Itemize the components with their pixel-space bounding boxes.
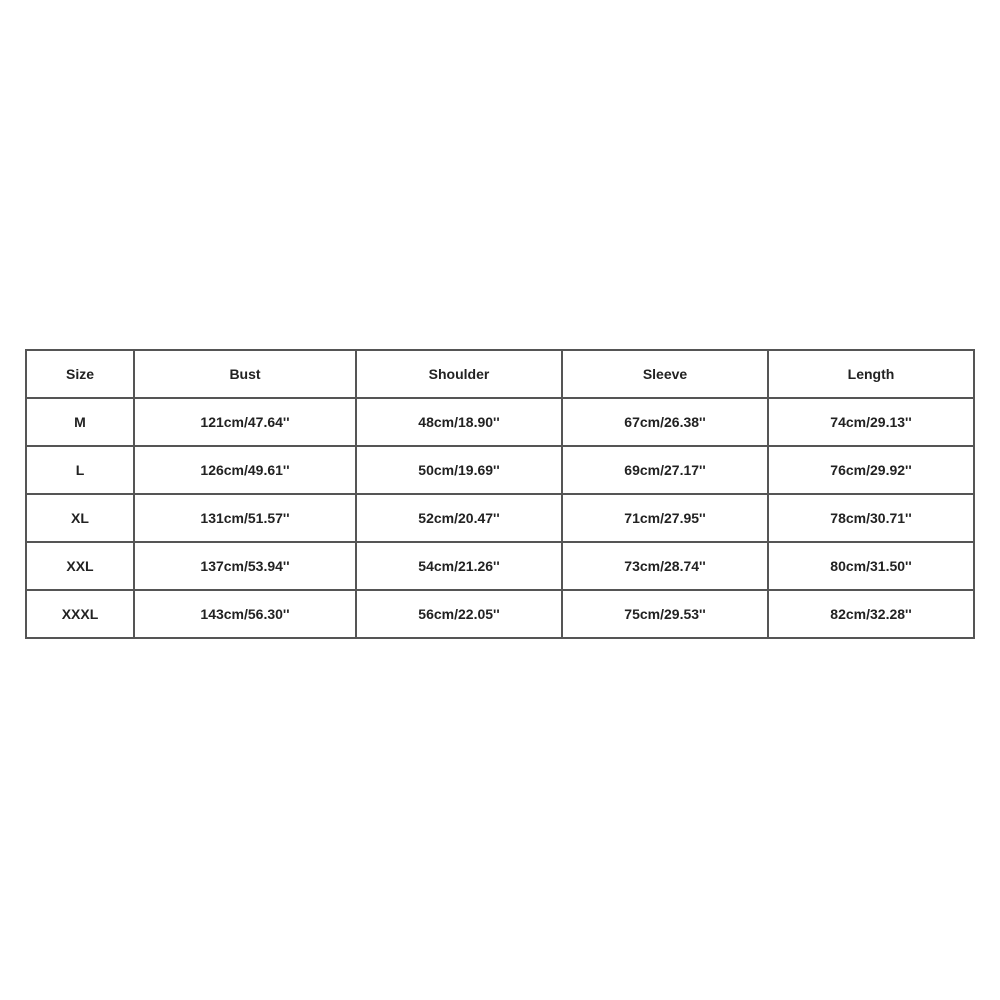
cell-size: M [26,398,134,446]
header-shoulder: Shoulder [356,350,562,398]
cell-bust: 126cm/49.61'' [134,446,356,494]
cell-size: L [26,446,134,494]
table-row [26,542,974,590]
cell-shoulder: 56cm/22.05'' [356,590,562,638]
table-row [26,590,974,638]
table-row [26,494,974,542]
cell-bust: 131cm/51.57'' [134,494,356,542]
cell-sleeve: 75cm/29.53'' [562,590,768,638]
cell-bust: 121cm/47.64'' [134,398,356,446]
cell-length: 78cm/30.71'' [768,494,974,542]
cell-bust: 143cm/56.30'' [134,590,356,638]
header-sleeve: Sleeve [562,350,768,398]
header-size: Size [26,350,134,398]
header-length: Length [768,350,974,398]
cell-size: XXL [26,542,134,590]
cell-length: 82cm/32.28'' [768,590,974,638]
cell-shoulder: 50cm/19.69'' [356,446,562,494]
cell-length: 80cm/31.50'' [768,542,974,590]
size-chart-table [25,349,975,639]
header-bust: Bust [134,350,356,398]
cell-shoulder: 54cm/21.26'' [356,542,562,590]
table-header-row [26,350,974,398]
cell-size: XL [26,494,134,542]
table-row [26,446,974,494]
cell-sleeve: 67cm/26.38'' [562,398,768,446]
cell-shoulder: 48cm/18.90'' [356,398,562,446]
cell-length: 74cm/29.13'' [768,398,974,446]
cell-shoulder: 52cm/20.47'' [356,494,562,542]
cell-sleeve: 69cm/27.17'' [562,446,768,494]
cell-sleeve: 71cm/27.95'' [562,494,768,542]
cell-size: XXXL [26,590,134,638]
cell-sleeve: 73cm/28.74'' [562,542,768,590]
cell-bust: 137cm/53.94'' [134,542,356,590]
table-row [26,398,974,446]
cell-length: 76cm/29.92'' [768,446,974,494]
